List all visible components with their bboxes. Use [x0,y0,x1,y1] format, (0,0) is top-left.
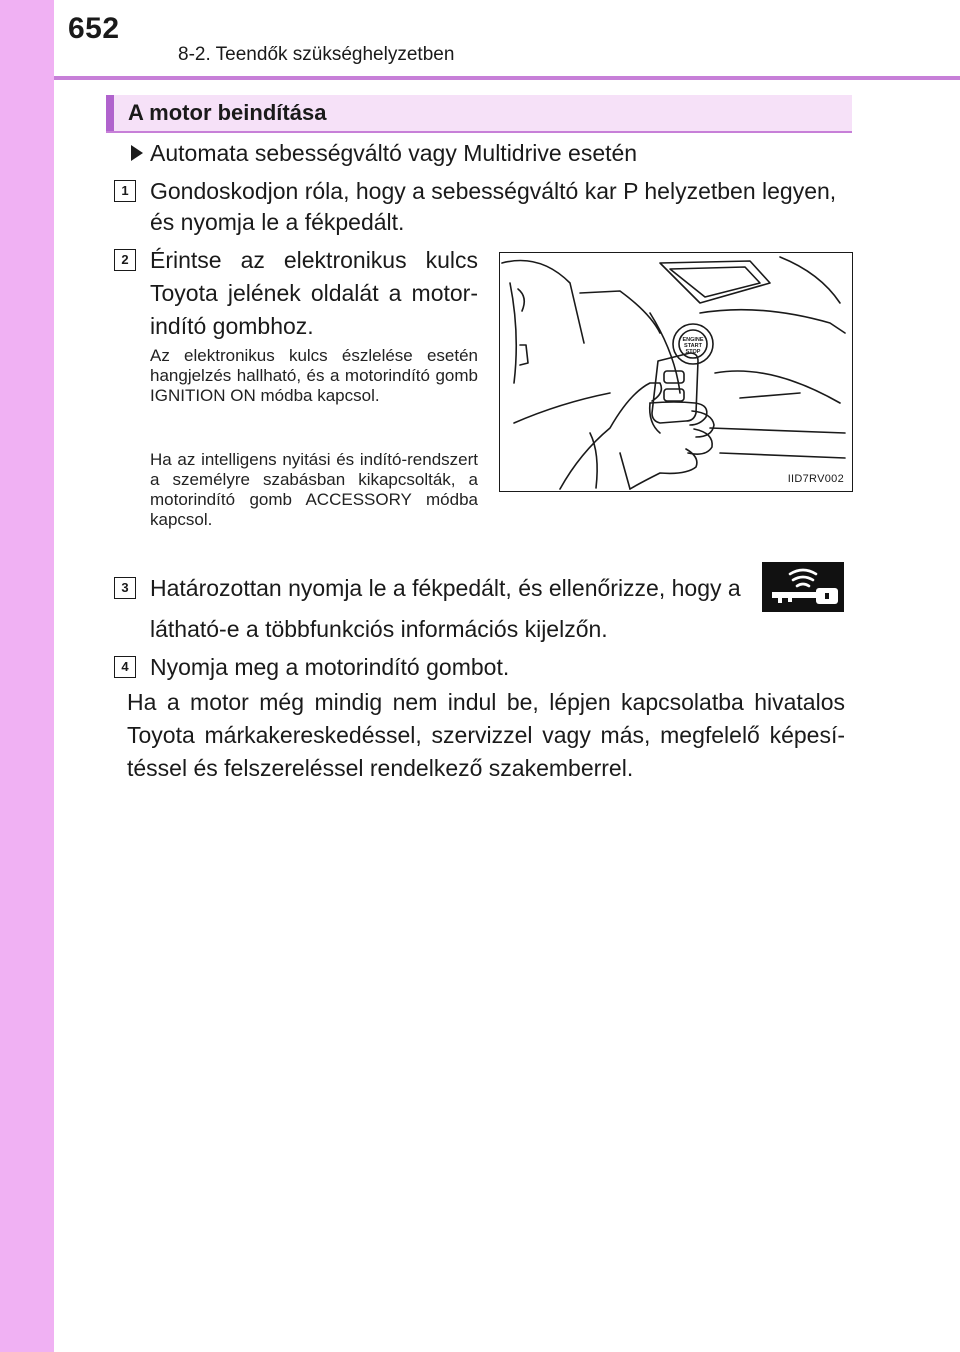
step-2-note-1: Az elektronikus kulcs észlelése esetén hangjelzés hallható, és a motorindító gomb IGNITION ON módba kapcsol. [150,346,478,405]
side-color-band [0,0,54,1352]
step-number-4: 4 [114,656,136,678]
engine-start-illustration [499,252,853,492]
step-2-note-2: Ha az intelligens nyitási és indító-rendszert a személyre szabásban kikapcsolták, a motorindító gomb ACCESSORY módba kapcsol. [150,450,478,529]
section-accent [106,95,114,131]
step-number-3: 3 [114,577,136,599]
section-title: A motor beindítása [128,100,327,125]
chapter-title: 8-2. Teendők szükséghelyzetben [178,44,455,65]
step-number-1: 1 [114,180,136,202]
step-1-line-2: és nyomja le a fékpedált. [150,209,405,235]
step-4-line-1: Nyomja meg a motorindító gombot. [150,654,510,680]
button-label-stop: STOP [685,349,701,355]
step-2-line-1: Érintse az elektronikus kulcs [150,247,478,273]
closing-paragraph: Ha a motor még mindig nem indul be, lépjen kapcsolatba hivatalos Toyota márkakereskedéssel, szervizzel vagy más, megfelelő képesí-téssel és felszereléssel rendelkező szakemberrel. [127,689,845,781]
hand-key-drawing [500,253,851,490]
section-heading-bar [106,95,852,133]
step-3-line-2: látható-e a többfunkciós információs kijelzőn. [150,616,608,642]
step-2-line-3: indító gombhoz. [150,313,314,339]
step-2-text [150,244,478,343]
step-number-2: 2 [114,249,136,271]
header-rule [54,76,960,80]
smart-key-indicator-icon [762,562,844,612]
button-label-start: START [684,343,702,349]
step-2-line-2: Toyota jelének oldalát a motor- [150,280,478,306]
step-3-line-1: Határozottan nyomja le a fékpedált, és ellenőrizze, hogy a [150,575,741,601]
step-1-line-1: Gondoskodjon róla, hogy a sebességváltó kar P helyzetben legyen, [150,178,837,204]
button-label-engine: ENGINE [682,337,704,343]
page-number: 652 [68,12,120,45]
illustration-code: IID7RV002 [787,473,844,485]
bullet-arrow-icon [131,145,143,161]
bullet-text: Automata sebességváltó vagy Multidrive esetén [150,140,638,166]
